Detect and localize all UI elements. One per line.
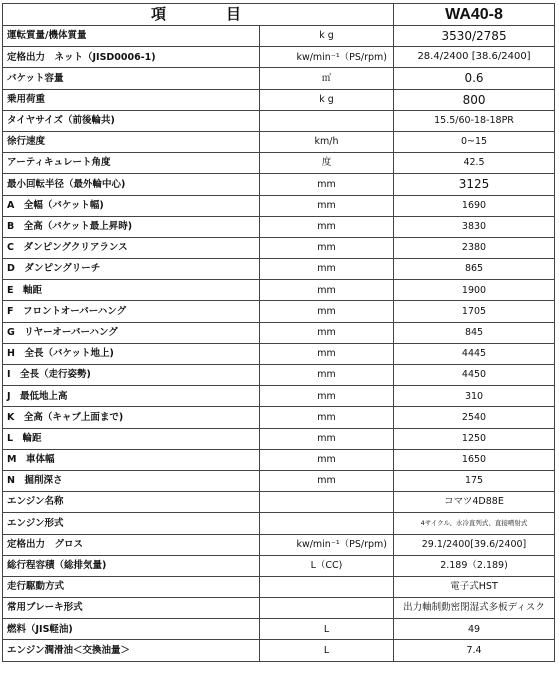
model-header: WA40-8 — [394, 4, 555, 26]
row-item: 総行程容積（総排気量) — [3, 555, 260, 576]
row-unit: mm — [260, 237, 394, 258]
table-row — [3, 492, 555, 513]
row-item: 常用ブレーキ形式 — [3, 598, 260, 619]
table-row — [3, 619, 555, 640]
row-value: 4445 — [394, 343, 555, 364]
row-unit: mm — [260, 449, 394, 470]
table-row — [3, 470, 555, 491]
table-row — [3, 89, 555, 110]
table-row — [3, 195, 555, 216]
table-row — [3, 68, 555, 89]
row-value: 7.4 — [394, 640, 555, 661]
table-row — [3, 407, 555, 428]
row-item: 徐行速度 — [3, 131, 260, 152]
table-row — [3, 534, 555, 555]
row-item: エンジン潤滑油＜交換油量＞ — [3, 640, 260, 661]
row-unit: kw/min⁻¹（PS/rpm) — [260, 47, 394, 68]
table-row — [3, 174, 555, 195]
row-item: 最小回転半径（最外輪中心) — [3, 174, 260, 195]
row-unit: mm — [260, 280, 394, 301]
row-value: 3530/2785 — [394, 26, 555, 47]
table-row — [3, 576, 555, 597]
row-value: 15.5/60-18-18PR — [394, 110, 555, 131]
row-value: 0~15 — [394, 131, 555, 152]
table-row — [3, 26, 555, 47]
row-item: 燃料（JIS軽油) — [3, 619, 260, 640]
row-item: 走行駆動方式 — [3, 576, 260, 597]
row-unit: kw/min⁻¹（PS/rpm) — [260, 534, 394, 555]
table-row — [3, 449, 555, 470]
row-unit: k g — [260, 89, 394, 110]
table-row — [3, 110, 555, 131]
row-item: B 全高（バケット最上昇時) — [3, 216, 260, 237]
row-value: 865 — [394, 259, 555, 280]
row-item: G リヤーオーバーハング — [3, 322, 260, 343]
row-item: C ダンピングクリアランス — [3, 237, 260, 258]
table-header-row — [3, 4, 555, 26]
row-item: バケット容量 — [3, 68, 260, 89]
row-value: 2540 — [394, 407, 555, 428]
row-item: A 全幅（バケット幅) — [3, 195, 260, 216]
row-unit: mm — [260, 386, 394, 407]
row-unit: mm — [260, 428, 394, 449]
row-value: 電子式HST — [394, 576, 555, 597]
row-item: D ダンピングリーチ — [3, 259, 260, 280]
row-value: 1900 — [394, 280, 555, 301]
row-value: 845 — [394, 322, 555, 343]
row-item: L 輪距 — [3, 428, 260, 449]
row-unit — [260, 110, 394, 131]
table-row — [3, 598, 555, 619]
row-value: 出力軸制動密閉湿式多板ディスク — [394, 598, 555, 619]
table-row — [3, 153, 555, 174]
row-unit: mm — [260, 216, 394, 237]
table-row — [3, 301, 555, 322]
row-unit: mm — [260, 195, 394, 216]
row-value: コマツ4D88E — [394, 492, 555, 513]
table-row — [3, 343, 555, 364]
row-value: 28.4/2400 [38.6/2400] — [394, 47, 555, 68]
row-value: 1650 — [394, 449, 555, 470]
row-value: 310 — [394, 386, 555, 407]
table-row — [3, 365, 555, 386]
table-row — [3, 428, 555, 449]
table-row — [3, 259, 555, 280]
row-item: 乗用荷重 — [3, 89, 260, 110]
row-value: 4サイクル、水冷直列式、直接噴射式 — [394, 513, 555, 534]
row-unit: mm — [260, 301, 394, 322]
row-item: F フロントオーバーハング — [3, 301, 260, 322]
row-unit: 度 — [260, 153, 394, 174]
row-unit: mm — [260, 470, 394, 491]
row-item: 定格出力 グロス — [3, 534, 260, 555]
table-row — [3, 131, 555, 152]
row-value: 29.1/2400[39.6/2400] — [394, 534, 555, 555]
row-value: 800 — [394, 89, 555, 110]
row-unit: mm — [260, 407, 394, 428]
row-value: 3830 — [394, 216, 555, 237]
row-value: 0.6 — [394, 68, 555, 89]
row-unit: mm — [260, 343, 394, 364]
row-item: エンジン名称 — [3, 492, 260, 513]
row-value: 3125 — [394, 174, 555, 195]
row-item: K 全高（キャブ上面まで) — [3, 407, 260, 428]
row-unit: L — [260, 619, 394, 640]
row-value: 1705 — [394, 301, 555, 322]
row-item: N 掘削深さ — [3, 470, 260, 491]
row-unit: mm — [260, 259, 394, 280]
table-row — [3, 280, 555, 301]
row-value: 1690 — [394, 195, 555, 216]
table-row — [3, 386, 555, 407]
row-item: E 軸距 — [3, 280, 260, 301]
row-value: 49 — [394, 619, 555, 640]
table-row — [3, 513, 555, 534]
row-unit: L — [260, 640, 394, 661]
row-unit: k g — [260, 26, 394, 47]
row-item: アーティキュレート角度 — [3, 153, 260, 174]
row-item: エンジン形式 — [3, 513, 260, 534]
row-unit: km/h — [260, 131, 394, 152]
row-item: タイヤサイズ（前後輪共) — [3, 110, 260, 131]
item-header: 項目 — [3, 4, 394, 26]
row-item: I 全長（走行姿勢) — [3, 365, 260, 386]
row-item: M 車体幅 — [3, 449, 260, 470]
row-unit: L（CC) — [260, 555, 394, 576]
row-value: 2380 — [394, 237, 555, 258]
row-value: 1250 — [394, 428, 555, 449]
row-item: J 最低地上高 — [3, 386, 260, 407]
table-row — [3, 216, 555, 237]
table-row — [3, 322, 555, 343]
row-unit — [260, 513, 394, 534]
spec-table — [2, 3, 555, 662]
row-value: 2.189（2.189) — [394, 555, 555, 576]
row-unit: ㎥ — [260, 68, 394, 89]
table-row — [3, 640, 555, 661]
row-unit: mm — [260, 174, 394, 195]
row-unit — [260, 598, 394, 619]
row-unit: mm — [260, 322, 394, 343]
table-row — [3, 47, 555, 68]
row-value: 4450 — [394, 365, 555, 386]
row-value: 42.5 — [394, 153, 555, 174]
row-unit — [260, 576, 394, 597]
row-value: 175 — [394, 470, 555, 491]
row-item: 運転質量/機体質量 — [3, 26, 260, 47]
row-item: H 全長（バケット地上) — [3, 343, 260, 364]
row-unit — [260, 492, 394, 513]
table-row — [3, 237, 555, 258]
row-item: 定格出力 ネット（JISD0006-1) — [3, 47, 260, 68]
table-row — [3, 555, 555, 576]
row-unit: mm — [260, 365, 394, 386]
